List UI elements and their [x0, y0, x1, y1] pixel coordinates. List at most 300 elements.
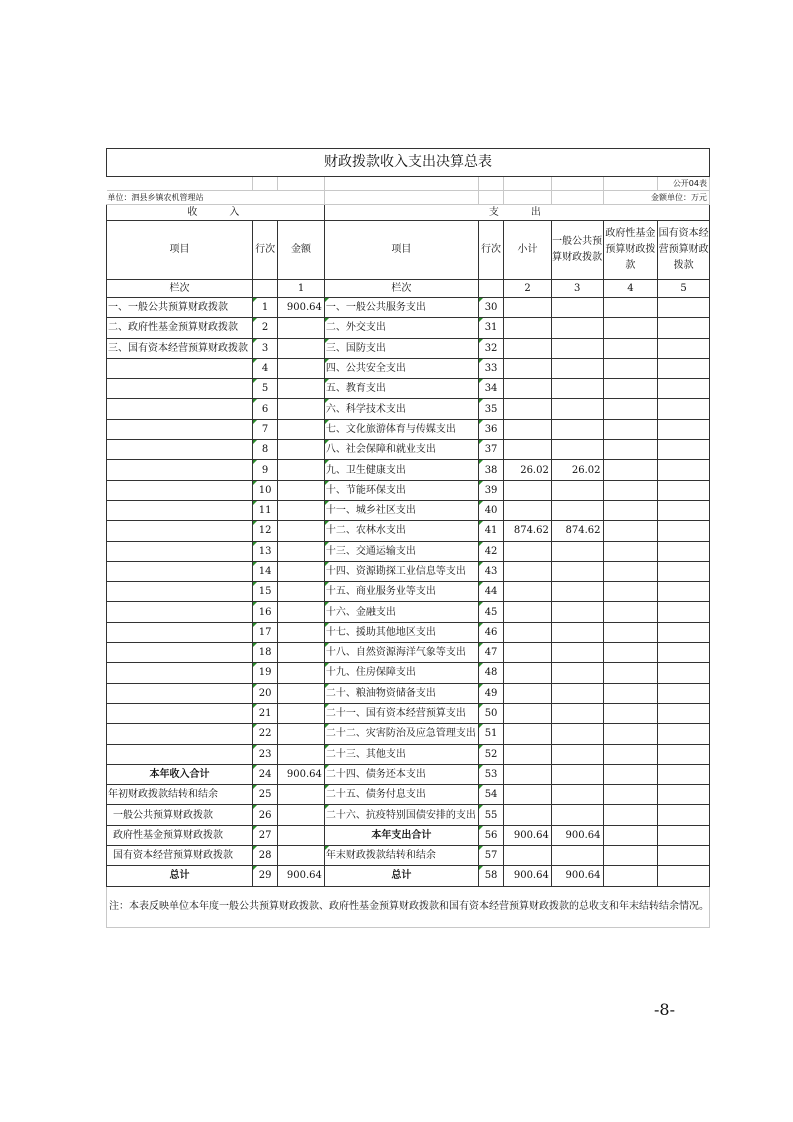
income-line-cell: 29 — [252, 866, 277, 886]
subtotal-cell — [504, 358, 552, 378]
state-capital-cell — [658, 663, 710, 683]
table-row — [107, 500, 710, 520]
table-title: 财政拨款收入支出决算总表 — [107, 149, 710, 177]
expense-line-cell: 42 — [478, 541, 503, 561]
income-item-cell — [107, 541, 253, 561]
table-row — [107, 764, 710, 784]
income-line-cell: 16 — [252, 602, 277, 622]
income-item-cell: 三、国有资本经营预算财政拨款 — [107, 338, 253, 358]
col-1: 1 — [278, 280, 325, 298]
expense-line-cell: 31 — [478, 318, 503, 338]
income-item-cell: 总计 — [107, 866, 253, 886]
expense-line-cell: 56 — [478, 825, 503, 845]
gov-fund-cell — [603, 298, 658, 318]
subtotal-cell — [504, 703, 552, 723]
state-capital-cell — [658, 622, 710, 642]
table-row — [107, 358, 710, 378]
income-amount-cell — [278, 622, 325, 642]
income-item-cell — [107, 500, 253, 520]
gov-fund-cell — [603, 663, 658, 683]
gov-fund-cell — [603, 866, 658, 886]
income-amount-cell — [278, 825, 325, 845]
income-item-cell: 年初财政拨款结转和结余 — [107, 785, 253, 805]
table-row — [107, 622, 710, 642]
gov-fund-cell — [603, 521, 658, 541]
table-row — [107, 785, 710, 805]
state-capital-cell — [658, 298, 710, 318]
income-line-cell: 10 — [252, 480, 277, 500]
income-amount-cell — [278, 318, 325, 338]
subtotal-cell — [504, 683, 552, 703]
expense-line-cell: 40 — [478, 500, 503, 520]
state-capital-cell — [658, 602, 710, 622]
income-item-cell — [107, 643, 253, 663]
expense-item-cell: 二十六、抗疫特别国债安排的支出 — [324, 805, 478, 825]
state-capital-cell — [658, 379, 710, 399]
subtotal-cell — [504, 440, 552, 460]
state-capital-cell — [658, 358, 710, 378]
income-line-cell: 27 — [252, 825, 277, 845]
state-capital-cell — [658, 582, 710, 602]
expense-line-cell: 47 — [478, 643, 503, 663]
expense-line-cell: 52 — [478, 744, 503, 764]
expense-line-cell: 55 — [478, 805, 503, 825]
state-capital-cell — [658, 500, 710, 520]
general-budget-cell — [551, 419, 603, 439]
state-capital-cell — [658, 825, 710, 845]
expense-item-cell: 十一、城乡社区支出 — [324, 500, 478, 520]
general-budget-cell — [551, 764, 603, 784]
general-budget-cell — [551, 622, 603, 642]
table-row — [107, 419, 710, 439]
subtotal-cell: 900.64 — [504, 825, 552, 845]
subtotal-header: 小计 — [504, 221, 552, 280]
income-header: 收 入 — [107, 205, 325, 221]
income-line-cell: 2 — [252, 318, 277, 338]
expense-item-cell: 十七、援助其他地区支出 — [324, 622, 478, 642]
general-budget-cell — [551, 805, 603, 825]
state-capital-cell — [658, 785, 710, 805]
subtotal-cell: 900.64 — [504, 866, 552, 886]
income-amount-cell — [278, 379, 325, 399]
income-amount-header: 金额 — [278, 221, 325, 280]
general-budget-cell — [551, 785, 603, 805]
expense-item-cell: 总计 — [324, 866, 478, 886]
expense-item-cell: 二十、粮油物资储备支出 — [324, 683, 478, 703]
income-line-cell: 13 — [252, 541, 277, 561]
income-line-cell: 15 — [252, 582, 277, 602]
income-amount-cell — [278, 744, 325, 764]
expense-item-cell: 十五、商业服务业等支出 — [324, 582, 478, 602]
expense-line-cell: 37 — [478, 440, 503, 460]
table-row — [107, 338, 710, 358]
income-line-cell: 20 — [252, 683, 277, 703]
subtotal-cell — [504, 399, 552, 419]
general-budget-cell — [551, 582, 603, 602]
income-amount-cell — [278, 602, 325, 622]
subtotal-cell — [504, 582, 552, 602]
general-budget-cell — [551, 298, 603, 318]
income-amount-cell — [278, 460, 325, 480]
income-item-cell — [107, 582, 253, 602]
page-number: -8- — [654, 1000, 675, 1019]
gov-fund-cell — [603, 399, 658, 419]
gov-fund-cell — [603, 622, 658, 642]
income-item-cell — [107, 602, 253, 622]
gov-fund-cell — [603, 358, 658, 378]
subtotal-cell — [504, 622, 552, 642]
income-item-cell: 政府性基金预算财政拨款 — [107, 825, 253, 845]
summary-table — [106, 148, 710, 928]
income-line-cell: 24 — [252, 764, 277, 784]
subtotal-cell — [504, 724, 552, 744]
income-item-cell — [107, 724, 253, 744]
expense-item-cell: 十六、金融支出 — [324, 602, 478, 622]
state-capital-cell — [658, 643, 710, 663]
expense-line-cell: 43 — [478, 561, 503, 581]
expense-line-cell: 54 — [478, 785, 503, 805]
gov-fund-cell — [603, 785, 658, 805]
state-capital-cell — [658, 521, 710, 541]
income-amount-cell — [278, 338, 325, 358]
table-row — [107, 582, 710, 602]
income-item-cell — [107, 480, 253, 500]
expense-item-cell: 十九、住房保障支出 — [324, 663, 478, 683]
income-item-cell — [107, 440, 253, 460]
gov-fund-header: 政府性基金预算财政拨款 — [603, 221, 658, 280]
table-row — [107, 643, 710, 663]
table-row — [107, 480, 710, 500]
expense-line-cell: 53 — [478, 764, 503, 784]
expense-line-cell: 58 — [478, 866, 503, 886]
state-capital-cell — [658, 480, 710, 500]
table-row — [107, 724, 710, 744]
income-amount-cell — [278, 399, 325, 419]
expense-line-header: 行次 — [478, 221, 503, 280]
unit-label: 单位：泗县乡镇农机管理站 — [107, 191, 325, 205]
state-capital-cell — [658, 318, 710, 338]
expense-line-cell: 35 — [478, 399, 503, 419]
income-amount-cell — [278, 440, 325, 460]
subtotal-cell — [504, 602, 552, 622]
general-budget-cell — [551, 643, 603, 663]
expense-item-cell: 八、社会保障和就业支出 — [324, 440, 478, 460]
table-row — [107, 561, 710, 581]
income-amount-cell — [278, 358, 325, 378]
col-label: 栏次 — [107, 280, 253, 298]
income-line-cell: 1 — [252, 298, 277, 318]
general-budget-cell — [551, 724, 603, 744]
table-row — [107, 846, 710, 866]
general-budget-cell — [551, 703, 603, 723]
table-row — [107, 825, 710, 845]
col-2: 2 — [504, 280, 552, 298]
state-capital-cell — [658, 683, 710, 703]
gov-fund-cell — [603, 764, 658, 784]
income-line-cell: 28 — [252, 846, 277, 866]
subtotal-cell — [504, 500, 552, 520]
table-row — [107, 541, 710, 561]
expense-item-cell: 二十二、灾害防治及应急管理支出 — [324, 724, 478, 744]
income-line-cell: 14 — [252, 561, 277, 581]
expense-item-cell: 年末财政拨款结转和结余 — [324, 846, 478, 866]
general-budget-cell — [551, 602, 603, 622]
income-amount-cell — [278, 582, 325, 602]
expense-line-cell: 45 — [478, 602, 503, 622]
expense-line-cell: 33 — [478, 358, 503, 378]
subtotal-cell — [504, 298, 552, 318]
income-item-cell — [107, 561, 253, 581]
gov-fund-cell — [603, 338, 658, 358]
expense-item-cell: 二、外交支出 — [324, 318, 478, 338]
gov-fund-cell — [603, 724, 658, 744]
subtotal-cell — [504, 744, 552, 764]
expense-item-cell: 五、教育支出 — [324, 379, 478, 399]
gov-fund-cell — [603, 703, 658, 723]
state-capital-cell — [658, 703, 710, 723]
gov-fund-cell — [603, 561, 658, 581]
income-amount-cell — [278, 663, 325, 683]
subtotal-cell — [504, 643, 552, 663]
gov-fund-cell — [603, 419, 658, 439]
income-item-cell: 二、政府性基金预算财政拨款 — [107, 318, 253, 338]
income-item-cell — [107, 683, 253, 703]
expense-item-cell: 三、国防支出 — [324, 338, 478, 358]
state-capital-cell — [658, 744, 710, 764]
expense-line-cell: 30 — [478, 298, 503, 318]
subtotal-cell — [504, 379, 552, 399]
general-budget-cell — [551, 683, 603, 703]
general-budget-cell — [551, 561, 603, 581]
expense-line-cell: 39 — [478, 480, 503, 500]
income-amount-cell — [278, 846, 325, 866]
income-line-cell: 6 — [252, 399, 277, 419]
expense-item-cell: 二十三、其他支出 — [324, 744, 478, 764]
subtotal-cell — [504, 846, 552, 866]
income-line-cell: 11 — [252, 500, 277, 520]
state-capital-cell — [658, 764, 710, 784]
income-line-cell: 8 — [252, 440, 277, 460]
expense-item-cell: 十、节能环保支出 — [324, 480, 478, 500]
subtotal-cell — [504, 419, 552, 439]
general-budget-cell: 874.62 — [551, 521, 603, 541]
table-row — [107, 440, 710, 460]
subtotal-cell — [504, 541, 552, 561]
income-item-cell — [107, 419, 253, 439]
general-budget-cell — [551, 744, 603, 764]
gov-fund-cell — [603, 744, 658, 764]
general-budget-cell — [551, 399, 603, 419]
table-row — [107, 805, 710, 825]
col-3: 3 — [551, 280, 603, 298]
table-code: 公开04表 — [658, 177, 710, 191]
income-amount-cell — [278, 785, 325, 805]
general-budget-header: 一般公共预算财政拨款 — [551, 221, 603, 280]
income-amount-cell — [278, 480, 325, 500]
expense-item-cell: 九、卫生健康支出 — [324, 460, 478, 480]
gov-fund-cell — [603, 460, 658, 480]
income-amount-cell — [278, 724, 325, 744]
table-row — [107, 379, 710, 399]
state-capital-cell — [658, 440, 710, 460]
expense-item-cell: 十三、交通运输支出 — [324, 541, 478, 561]
income-item-cell: 本年收入合计 — [107, 764, 253, 784]
expense-item-cell: 四、公共安全支出 — [324, 358, 478, 378]
income-line-cell: 26 — [252, 805, 277, 825]
gov-fund-cell — [603, 825, 658, 845]
expense-line-cell: 32 — [478, 338, 503, 358]
income-item-cell — [107, 744, 253, 764]
expense-item-cell: 十二、农林水支出 — [324, 521, 478, 541]
gov-fund-cell — [603, 500, 658, 520]
subtotal-cell — [504, 318, 552, 338]
income-item-cell — [107, 521, 253, 541]
general-budget-cell — [551, 338, 603, 358]
income-amount-cell — [278, 500, 325, 520]
expense-line-cell: 51 — [478, 724, 503, 744]
income-amount-cell — [278, 561, 325, 581]
expense-line-cell: 49 — [478, 683, 503, 703]
income-item-cell — [107, 399, 253, 419]
general-budget-cell — [551, 318, 603, 338]
gov-fund-cell — [603, 846, 658, 866]
expense-item-cell: 二十五、债务付息支出 — [324, 785, 478, 805]
expense-line-cell: 41 — [478, 521, 503, 541]
col-4: 4 — [603, 280, 658, 298]
table-row — [107, 744, 710, 764]
expense-item-cell: 六、科学技术支出 — [324, 399, 478, 419]
table-row — [107, 866, 710, 886]
income-amount-cell — [278, 643, 325, 663]
state-capital-cell — [658, 724, 710, 744]
expense-item-header: 项目 — [324, 221, 478, 280]
income-line-cell: 19 — [252, 663, 277, 683]
table-row — [107, 298, 710, 318]
expense-line-cell: 34 — [478, 379, 503, 399]
income-item-cell: 一般公共预算财政拨款 — [107, 805, 253, 825]
income-line-cell: 3 — [252, 338, 277, 358]
expense-line-cell: 57 — [478, 846, 503, 866]
general-budget-cell — [551, 480, 603, 500]
income-item-cell — [107, 622, 253, 642]
final-accounts-sheet — [106, 148, 710, 928]
col-label-2: 栏次 — [324, 280, 478, 298]
expense-line-cell: 46 — [478, 622, 503, 642]
subtotal-cell — [504, 480, 552, 500]
subtotal-cell — [504, 663, 552, 683]
general-budget-cell — [551, 541, 603, 561]
income-amount-cell — [278, 419, 325, 439]
state-capital-cell — [658, 846, 710, 866]
gov-fund-cell — [603, 480, 658, 500]
state-capital-cell — [658, 561, 710, 581]
col-5: 5 — [658, 280, 710, 298]
gov-fund-cell — [603, 683, 658, 703]
income-amount-cell — [278, 541, 325, 561]
state-capital-cell — [658, 460, 710, 480]
table-note: 注：本表反映单位本年度一般公共预算财政拨款、政府性基金预算财政拨款和国有资本经营预算财政拨款的总收支和年末结转结余情况。 — [107, 886, 710, 927]
gov-fund-cell — [603, 379, 658, 399]
income-line-cell: 9 — [252, 460, 277, 480]
income-amount-cell — [278, 805, 325, 825]
table-row — [107, 318, 710, 338]
state-capital-cell — [658, 419, 710, 439]
income-item-cell — [107, 358, 253, 378]
table-row — [107, 683, 710, 703]
gov-fund-cell — [603, 318, 658, 338]
table-row — [107, 602, 710, 622]
income-line-cell: 4 — [252, 358, 277, 378]
state-capital-cell — [658, 338, 710, 358]
subtotal-cell — [504, 764, 552, 784]
state-capital-cell — [658, 541, 710, 561]
expense-item-cell: 二十一、国有资本经营预算支出 — [324, 703, 478, 723]
subtotal-cell — [504, 805, 552, 825]
income-item-cell — [107, 663, 253, 683]
state-capital-cell — [658, 805, 710, 825]
general-budget-cell — [551, 500, 603, 520]
income-line-cell: 5 — [252, 379, 277, 399]
income-item-cell — [107, 460, 253, 480]
subtotal-cell: 26.02 — [504, 460, 552, 480]
general-budget-cell — [551, 663, 603, 683]
expense-item-cell: 十四、资源勘探工业信息等支出 — [324, 561, 478, 581]
income-item-cell: 一、一般公共预算财政拨款 — [107, 298, 253, 318]
subtotal-cell — [504, 561, 552, 581]
expense-line-cell: 50 — [478, 703, 503, 723]
table-row — [107, 663, 710, 683]
gov-fund-cell — [603, 582, 658, 602]
general-budget-cell: 26.02 — [551, 460, 603, 480]
income-item-header: 项目 — [107, 221, 253, 280]
income-line-cell: 25 — [252, 785, 277, 805]
income-line-cell: 7 — [252, 419, 277, 439]
income-amount-cell: 900.64 — [278, 866, 325, 886]
income-line-cell: 22 — [252, 724, 277, 744]
income-line-cell: 18 — [252, 643, 277, 663]
subtotal-cell — [504, 338, 552, 358]
income-amount-cell: 900.64 — [278, 298, 325, 318]
income-amount-cell — [278, 683, 325, 703]
state-capital-cell — [658, 399, 710, 419]
general-budget-cell: 900.64 — [551, 825, 603, 845]
income-item-cell — [107, 703, 253, 723]
gov-fund-cell — [603, 541, 658, 561]
table-row — [107, 460, 710, 480]
table-row — [107, 399, 710, 419]
income-line-cell: 23 — [252, 744, 277, 764]
gov-fund-cell — [603, 440, 658, 460]
expense-line-cell: 38 — [478, 460, 503, 480]
state-capital-header: 国有资本经营预算财政拨款 — [658, 221, 710, 280]
income-amount-cell — [278, 703, 325, 723]
currency-unit-label: 金额单位：万元 — [603, 191, 709, 205]
expense-line-cell: 48 — [478, 663, 503, 683]
general-budget-cell — [551, 379, 603, 399]
expense-item-cell: 本年支出合计 — [324, 825, 478, 845]
subtotal-cell — [504, 785, 552, 805]
income-item-cell — [107, 379, 253, 399]
general-budget-cell — [551, 440, 603, 460]
expense-item-cell: 一、一般公共服务支出 — [324, 298, 478, 318]
gov-fund-cell — [603, 643, 658, 663]
gov-fund-cell — [603, 805, 658, 825]
income-line-header: 行次 — [252, 221, 277, 280]
income-item-cell: 国有资本经营预算财政拨款 — [107, 846, 253, 866]
state-capital-cell — [658, 866, 710, 886]
expense-header: 支 出 — [324, 205, 709, 221]
gov-fund-cell — [603, 602, 658, 622]
